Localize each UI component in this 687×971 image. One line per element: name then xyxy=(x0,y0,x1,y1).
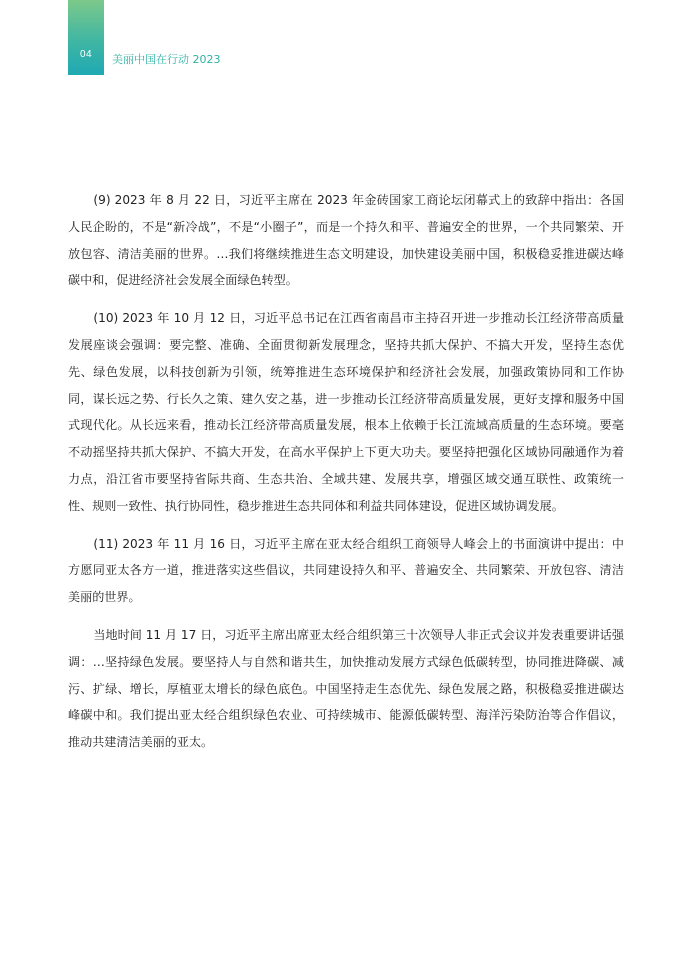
paragraph-11-continued: 当地时间 11 月 17 日，习近平主席出席亚太经合组织第三十次领导人非正式会议并发表重要讲话强调：…坚持绿色发展。要坚持人与自然和谐共生，加快推动发展方式绿色低碳转型，协同推进降碳、减污、扩绿、增长，厚植亚太增长的绿色底色。中国坚持走生态优先、绿色发展之路，积极稳妥推进碳达峰碳中和。我们提出亚太经合组织绿色农业、可持续城市、能源低碳转型、海洋污染防治等合作倡议，推动共建清洁美丽的亚太。 xyxy=(68,627,624,750)
running-title: 美丽中国在行动 2023 xyxy=(112,53,221,66)
paragraph-10: (10) 2023 年 10 月 12 日，习近平总书记在江西省南昌市主持召开进一步推动长江经济带高质量发展座谈会强调：要完整、准确、全面贯彻新发展理念，坚持共抓大保护、不搞大开发，坚持生态优先、绿色发展，以科技创新为引领，统筹推进生态环境保护和经济社会发展，加强政策协同和工作协同，谋长远之势、行长久之策、建久安之基，进一步推动长江经济带高质量发展，更好支撑和服务中国式现代化。从长远来看，推动长江经济带高质量发展，根本上依赖于长江流域高质量的生态环境。要毫不动摇坚持共抓大保护、不搞大开发，在高水平保护上下更大功夫。要坚持把强化区域协同融通作为着力点，沿江省市要坚持省际共商、生态共治、全域共建、发展共享，增强区域交通互联性、政策统一性、规则一致性、执行协同性，稳步推进生态共同体和利益共同体建设，促进区域协调发展。 xyxy=(68,311,624,513)
paragraph-9: (9) 2023 年 8 月 22 日，习近平主席在 2023 年金砖国家工商论坛闭幕式上的致辞中指出：各国人民企盼的，不是“新冷战”，不是“小圈子”，而是一个持久和平、普遍安全的世界，一个共同繁荣、开放包容、清洁美丽的世界。…我们将继续推进生态文明建设，加快建设美丽中国，积极稳妥推进碳达峰碳中和，促进经济社会发展全面绿色转型。 xyxy=(68,193,624,288)
page-number: 04 xyxy=(79,49,93,60)
body-text xyxy=(68,187,624,767)
paragraph-11: (11) 2023 年 11 月 16 日，习近平主席在亚太经合组织工商领导人峰会上的书面演讲中提出：中方愿同亚太各方一道，推进落实这些倡议，共同建设持久和平、普遍安全、共同繁荣、开放包容、清洁美丽的世界。 xyxy=(68,536,624,605)
page-number-tab xyxy=(68,0,104,75)
